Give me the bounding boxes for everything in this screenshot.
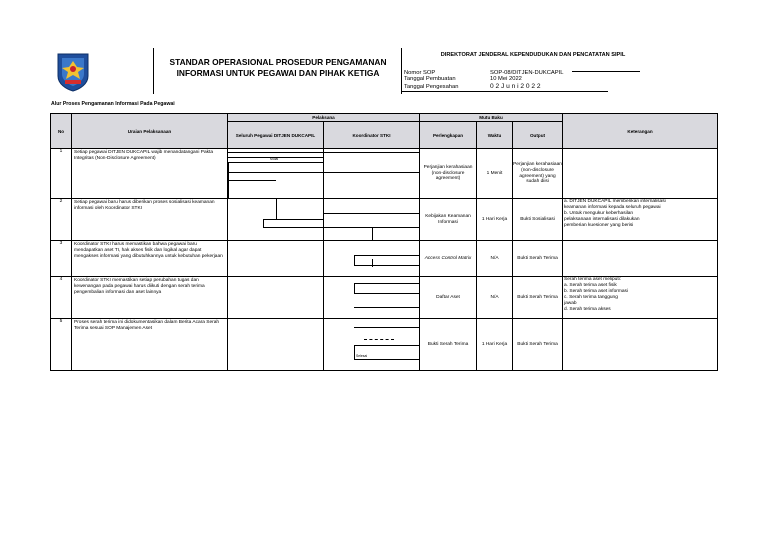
ministry-emblem-icon [56,52,90,92]
header-output: Output [513,122,563,149]
flow-line [354,255,419,256]
directorate-title: DIREKTORAT JENDERAL KEPENDUDUKAN DAN PENCATATAN SIPIL [440,52,626,58]
pembuatan-label: Tanggal Pembuatan [404,76,456,82]
row-output: Perjanjian kerahasiaan (non-disclosure agreement) yang sudah diisi [513,149,563,199]
flow-line [263,219,264,227]
flow-cell [324,319,420,371]
flow-cell [324,149,420,199]
row-output: Bukti Serah Terima [513,277,563,319]
row-output: Bukti Sosialisasi [513,199,563,241]
flow-line [263,219,323,220]
flow-arrow [372,259,373,267]
row-kelengkapan: Daftar Aset [420,277,477,319]
flow-end-label: Selesai [356,354,368,358]
row-uraian: Koordinator STKI memastikan setiap perubahan tugas dan kewenangan pada pegawai harus diikuti dengan serah terima pengembalian informasi dan aset lainnya [72,277,228,319]
flow-line [354,265,419,266]
flow-cell [228,241,324,277]
flow-line [354,255,355,265]
row-uraian: Setiap pegawai DITJEN DUKCAPIL wajib menandatangani Pakta Integritas (Non-Disclosure Agreement) [72,149,228,199]
row-kelengkapan: Access Control Matrix [420,241,477,277]
row-uraian: Setiap pegawai baru harus diberikan proses sosialisasi keamanan informasi oleh Koordinator STKI [72,199,228,241]
flow-start-label: Mulai [270,157,279,161]
row-keterangan: Serah terima aset meliputi: a. Serah terima aset fisik b. Serah terima aset informasi c. Serah terima tanggung jawab d. Serah terima akses [563,277,718,319]
flow-line [354,307,419,308]
flow-line [324,213,419,214]
row-number: 2 [51,199,72,241]
row-waktu: 1 Menit [477,149,513,199]
flow-line [372,227,373,241]
table-row [51,277,718,319]
row-uraian: Koordinator STKI harus memastikan bahwa pegawai baru mendapatkan aset TI, hak akses fisik dan logikal agar dapat mengakses informasi yang dibutuhkannya untuk kebutuhan pekerjaan [72,241,228,277]
row-uraian: Proses serah terima ini didokumentasikan dalam Berita Acara Serah Terima sesuai SOP Manajemen Aset [72,319,228,371]
row-keterangan: a. DITJEN DUKCAPIL memberikan internalisasi keamanan informasi kepada seluruh pegawai b. Untuk mengukur keberhasilan pelaksanaan internalisasi dilakukan pemberian kuesioner yang berisi [563,199,718,241]
flow-cell [228,277,324,319]
flow-line [354,293,419,294]
nomor-label: Nomor SOP [404,70,436,76]
flow-line [354,283,355,293]
row-keterangan [563,149,718,199]
header-divider [402,91,608,92]
flow-line [228,152,323,153]
flow-line [263,227,323,228]
flow-cell [228,149,324,199]
flow-line [354,283,419,284]
row-keterangan [563,241,718,277]
row-number: 1 [51,149,72,199]
flow-line [364,339,394,341]
flow-line [228,180,276,181]
row-number: 3 [51,241,72,277]
header-mutu-baku: Mutu Baku [420,114,563,122]
row-kelengkapan: Perjanjian kerahasiaan (non-disclosure agreement) [420,149,477,199]
header-divider [153,48,154,94]
row-kelengkapan: Kebijakan Keamanan Informasi [420,199,477,241]
signature-line [572,71,640,72]
header-divider [401,48,402,94]
flow-cell [324,199,420,241]
row-output: Bukti Serah Terima [513,241,563,277]
flow-line [354,345,355,359]
pembuatan-value: 10 Mei 2022 [490,76,522,82]
header-keterangan: Keterangan [563,114,718,149]
flow-cell [324,241,420,277]
table-row [51,149,718,199]
row-number: 4 [51,277,72,319]
flow-cell [228,319,324,371]
pengesahan-value: 0 2 J u n i 2 0 2 2 [490,83,541,90]
flow-line [324,172,419,173]
header-pelaksana-koordinator: Koordinator STKI [324,122,420,149]
row-waktu: 1 Hari Kerja [477,319,513,371]
header-uraian: Uraian Pelaksanaan [72,114,228,149]
row-keterangan [563,319,718,371]
table-row [51,241,718,277]
sop-table [50,113,718,371]
table-row [51,199,718,241]
row-waktu: 1 Hari Kerja [477,199,513,241]
header-kelengkapan: Perlengkapan [420,122,477,149]
flow-cell [228,199,324,241]
flow-line [354,345,419,346]
section-heading: Alur Proses Pengamanan Informasi Pada Pegawai [51,101,175,107]
flow-line [276,199,277,219]
flow-line [324,152,419,153]
nomor-value: SOP-08/DITJEN-DUKCAPIL [490,70,564,76]
flow-cell [324,277,420,319]
row-number: 5 [51,319,72,371]
header-waktu: Waktu [477,122,513,149]
page-title: STANDAR OPERASIONAL PROSEDUR PENGAMANAN INFORMASI UNTUK PEGAWAI DAN PIHAK KETIGA [169,57,387,78]
row-kelengkapan: Bukti Serah Terima [420,319,477,371]
flow-line [354,327,419,328]
flow-line [228,172,323,173]
header-pelaksana-pegawai: Seluruh Pegawai DITJEN DUKCAPIL [228,122,324,149]
row-output: Bukti Serah Terima [513,319,563,371]
table-row [51,319,718,371]
pengesahan-label: Tanggal Pengesahan [404,84,459,90]
row-waktu: N/A [477,241,513,277]
header-pelaksana: Pelaksana [228,114,420,122]
header-no: No [51,114,72,149]
row-waktu: N/A [477,277,513,319]
